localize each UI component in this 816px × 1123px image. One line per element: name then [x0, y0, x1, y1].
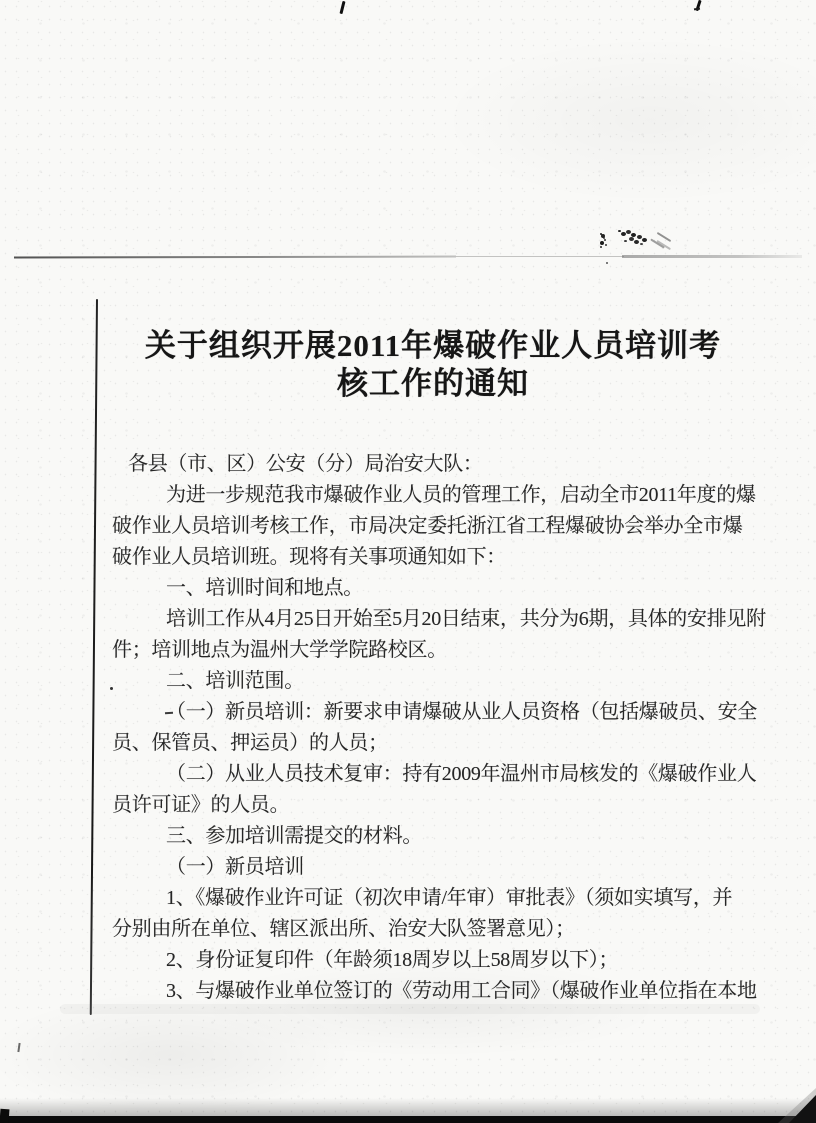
scan-horizontal-crease-line-mid: [456, 256, 624, 257]
document-line: （一）新员培训：新要求申请爆破从业人员资格（包括爆破员、安全: [166, 701, 757, 723]
ink-scribble-cluster-1: [600, 233, 602, 235]
pen-mark-top-left: [339, 1, 345, 14]
document-line: 1、《爆破作业许可证（初次申请/年审）审批表》（须如实填写，并: [166, 887, 733, 909]
document-line: 破作业人员培训考核工作，市局决定委托浙江省工程爆破协会举办全市爆: [112, 515, 743, 537]
scan-bottom-left-corner-mark: [0, 1109, 9, 1123]
document-line: 员、保管员、押运员）的人员；: [112, 732, 388, 754]
document-line: 3、与爆破作业单位签订的《劳动用工合同》（爆破作业单位指在本地: [166, 980, 757, 1002]
document-line: 破作业人员培训班。现将有关事项通知如下：: [112, 546, 506, 568]
document-line: 分别由所在单位、辖区派出所、治安大队签署意见）；: [112, 918, 575, 940]
scan-horizontal-crease-line-dark: [14, 256, 456, 259]
document-title-line-2: 核工作的通知: [337, 366, 529, 401]
document-title: [118, 327, 748, 403]
document-line: 为进一步规范我市爆破作业人员的管理工作，启动全市2011年度的爆: [166, 484, 756, 506]
scan-horizontal-crease-line-light: [622, 255, 802, 258]
scan-vertical-fold-line: [90, 299, 99, 1015]
scan-bottom-black-band: [0, 1116, 816, 1123]
document-line: （二）从业人员技术复审：持有2009年温州市局核发的《爆破作业人: [166, 763, 757, 785]
scan-bottom-shadow-fade: [0, 1098, 816, 1116]
document-title-line-1: 关于组织开展2011年爆破作业人员培训考: [144, 328, 722, 363]
document-body: [112, 449, 766, 1007]
document-line-salutation: 各县（市、区）公安（分）局治安大队：: [128, 453, 483, 475]
document-line: （一）新员培训: [166, 856, 304, 878]
ink-speck: [606, 262, 608, 264]
ink-scribble-slash: [657, 232, 672, 242]
document-line: 员许可证》的人员。: [112, 794, 290, 816]
document-line-section-2-heading: 二、培训范围。: [166, 670, 304, 692]
document-line-section-1-heading: 一、培训时间和地点。: [166, 577, 363, 599]
ink-scribble-cluster-2: [618, 230, 621, 232]
stray-dash-mark-lower-left: [17, 1043, 20, 1052]
document-line: 培训工作从4月25日开始至5月20日结束，共分为6期，具体的安排见附: [166, 608, 766, 630]
document-line: 件；培训地点为温州大学学院路校区。: [112, 639, 447, 661]
document-line-section-3-heading: 三、参加培训需提交的材料。: [166, 825, 423, 847]
scan-bottom-right-corner-wedge: [789, 1095, 816, 1123]
pen-mark-top-right-base: [694, 8, 700, 11]
document-line: 2、身份证复印件（年龄须18周岁以上58周岁以下）；: [166, 949, 619, 971]
